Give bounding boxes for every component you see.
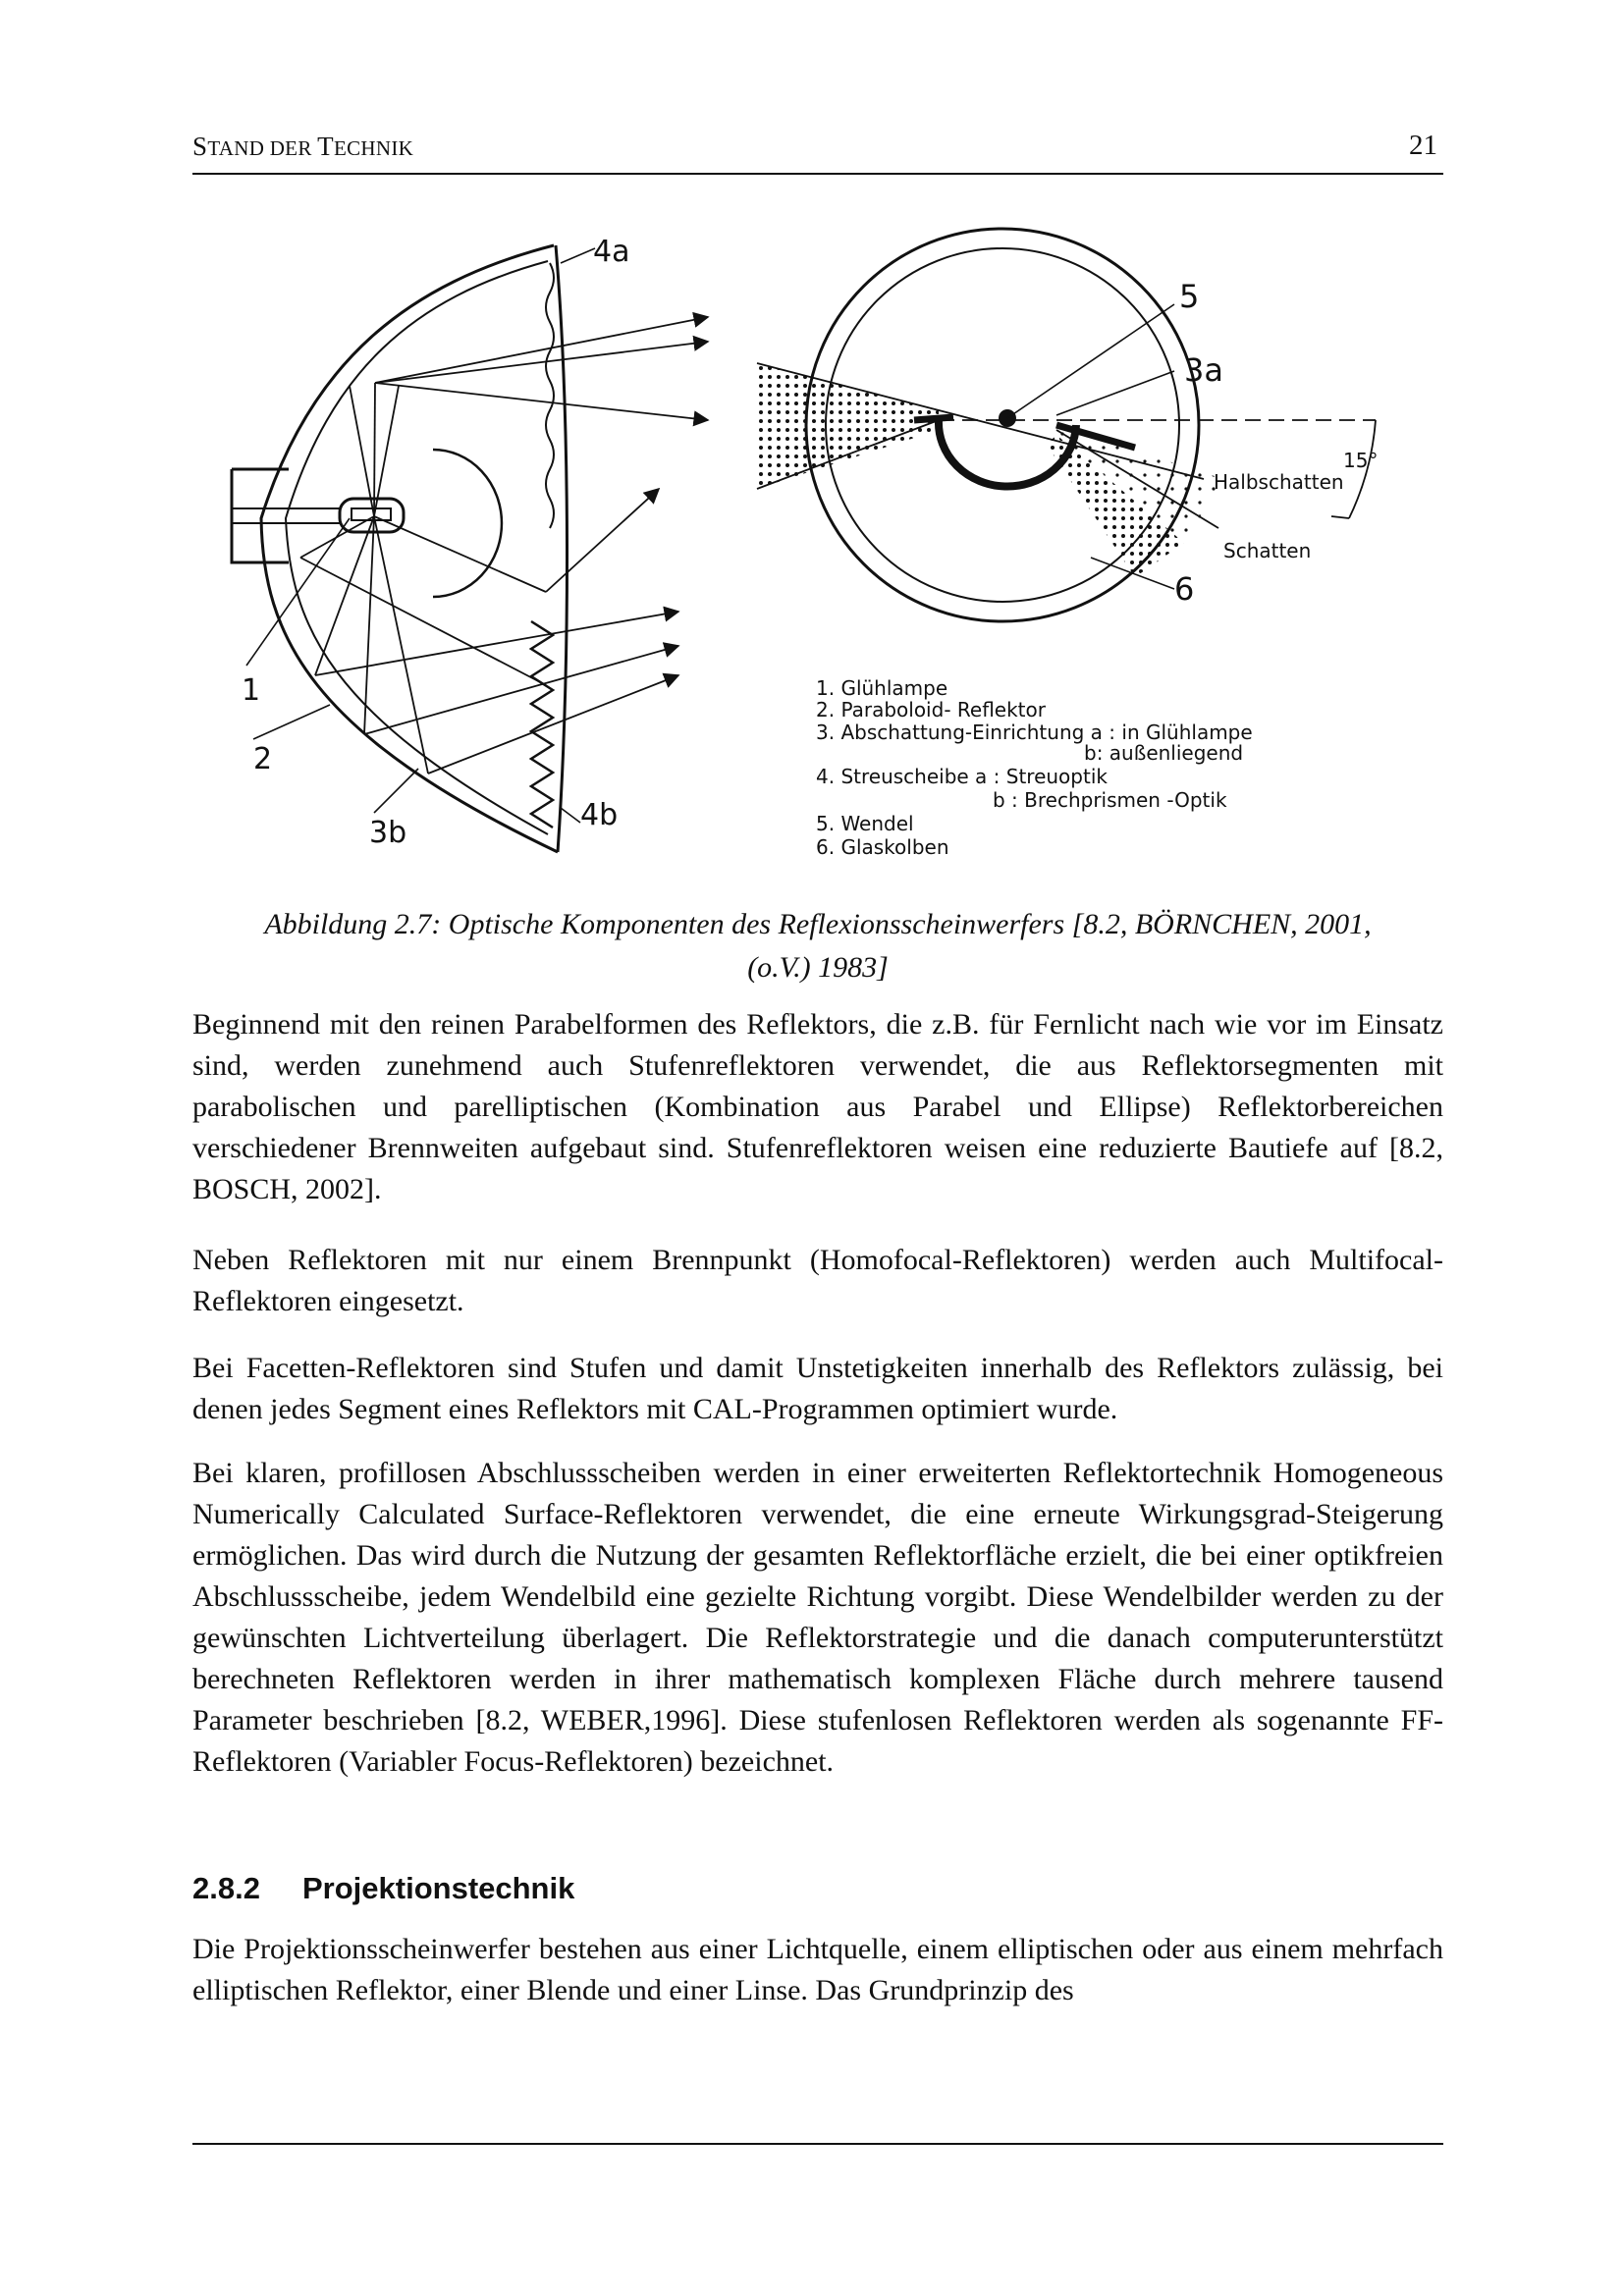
prism-zigzag xyxy=(531,621,553,828)
shadow-left-dotted xyxy=(757,363,939,489)
legend-item-4: 4. Streuscheibe a : Streuoptik xyxy=(816,765,1108,788)
reflector-outer-shell xyxy=(261,245,558,852)
footer-rule xyxy=(192,2143,1443,2145)
label-6: 6 xyxy=(1174,570,1195,608)
reflector-drawing xyxy=(232,245,708,852)
label-5: 5 xyxy=(1179,278,1200,315)
page-header xyxy=(192,126,1443,175)
reflector-labels xyxy=(242,235,629,850)
label-4b: 4b xyxy=(580,798,619,832)
section-number: 2.8.2 xyxy=(192,1871,260,1905)
legend-item-3: 3. Abschattung-Einrichtung a : in Glühlampe xyxy=(816,721,1253,744)
running-title: STAND DER TECHNIK xyxy=(192,132,414,161)
label-1: 1 xyxy=(242,673,261,708)
label-schatten: Schatten xyxy=(1223,539,1312,562)
legend-item-1: 1. Glühlampe xyxy=(816,676,948,700)
lamp-socket xyxy=(232,469,289,562)
legend-item-2: 2. Paraboloid- Reflektor xyxy=(816,698,1046,721)
paragraph-facetten: Bei Facetten-Reflektoren sind Stufen und damit Unstetigkeiten innerhalb des Reflektors zulässig, bei denen jedes Segment eines Reflektors mit CAL-Programmen optimiert wurde. xyxy=(192,1352,1443,1425)
section-heading xyxy=(192,1871,574,1906)
label-halbschatten: Halbschatten xyxy=(1214,470,1344,494)
figure-headlamp-diagram xyxy=(192,224,1443,872)
label-3b: 3b xyxy=(369,816,407,850)
diagram-svg xyxy=(192,224,1443,872)
page-number: 21 xyxy=(1409,130,1437,161)
lens-wavy-edge xyxy=(546,263,554,528)
cross-section-labels xyxy=(1174,278,1378,608)
section-title: Projektionstechnik xyxy=(302,1871,575,1905)
label-15-degree: 15° xyxy=(1343,449,1379,472)
reflector-inner-shell xyxy=(286,261,548,834)
legend-item-3b: b: außenliegend xyxy=(1084,741,1244,765)
caption-line-1: Abbildung 2.7: Optische Komponenten des Reflexionsscheinwerfers [8.2, BÖRNCHEN, 2001, xyxy=(264,908,1372,940)
caption-line-2: (o.V.) 1983] xyxy=(747,951,889,984)
bulb-cross-section xyxy=(757,229,1379,621)
paragraph-stufenreflektoren: Beginnend mit den reinen Parabelformen des Reflektors, die z.B. für Fernlicht nach wie vor im Einsatz sind, werden zunehmend auch Stufenreflektoren verwendet, die aus Reflektorsegmenten mit parabolischen und parelliptischen (Kombination aus Parabel und Ellipse) Reflektorbereichen verschiedener Brennweiten aufgebaut sind. Stufenreflektoren weisen eine reduzierte Bautiefe auf [8.2, BOSCH, 2002]. xyxy=(192,1008,1443,1205)
shield-cap xyxy=(433,450,502,597)
lens-front xyxy=(556,245,568,852)
paragraph-projektion: Die Projektionsscheinwerfer bestehen aus einer Lichtquelle, einem elliptischen oder aus einem mehrfach elliptischen Reflektor, einer Blende und einer Linse. Das Grundprinzip des xyxy=(192,1933,1443,2006)
label-4a: 4a xyxy=(593,235,630,269)
figure-legend xyxy=(816,676,1253,859)
figure-caption xyxy=(192,903,1443,989)
legend-item-4b: b : Brechprismen -Optik xyxy=(993,788,1227,812)
legend-item-5: 5. Wendel xyxy=(816,812,914,835)
paragraph-ff-reflektoren: Bei klaren, profillosen Abschlussscheiben werden in einer erweiterten Reflektortechnik Homogeneous Numerically Calculated Surface-Reflektoren verwendet, die eine erneute Wirkungsgrad-Steigerung ermöglichen. Das wird durch die Nutzung der gesamten Reflektorfläche erzielt, die bei einer optikfreien Abschlussscheibe, jedem Wendelbild eine gezielte Richtung vorgibt. Diese Wendelbilder werden zu der gewünschten Lichtverteilung überlagert. Die Reflektorstrategie und die danach computerunterstützt berechneten Reflektoren werden in ihrer mathematisch komplexen Fläche durch mehrere tausend Parameter beschrieben [8.2, WEBER,1996]. Diese stufenlosen Reflektoren werden als sogenannte FF-Reflektoren (Variabler Focus-Reflektoren) bezeichnet. xyxy=(192,1457,1443,1778)
label-3a: 3a xyxy=(1184,351,1223,389)
label-2: 2 xyxy=(253,742,273,776)
paragraph-multifocal: Neben Reflektoren mit nur einem Brennpunkt (Homofocal-Reflektoren) werden auch Multifocal-Reflektoren eingesetzt. xyxy=(192,1244,1443,1317)
legend-item-6: 6. Glaskolben xyxy=(816,835,949,859)
